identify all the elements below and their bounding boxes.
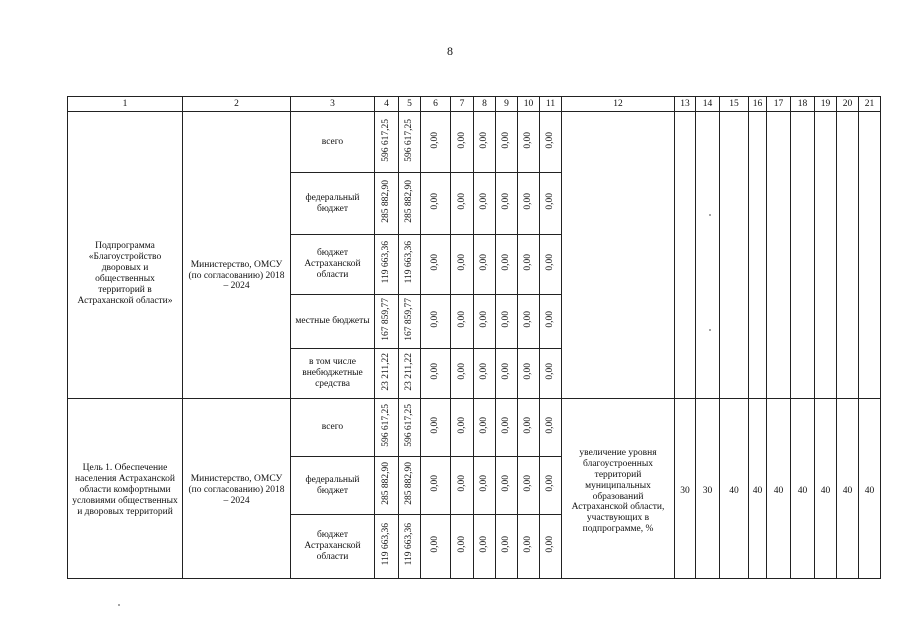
amount-year-2019-cell [421, 399, 451, 457]
column-number-1: 1 [68, 97, 183, 112]
column-number-6: 6 [421, 97, 451, 112]
amount-year-2020: 0,00 [456, 363, 467, 380]
amount-total: 596 617,25 [381, 118, 392, 162]
amount-year-2022: 0,00 [501, 254, 512, 271]
amount-year-2021-cell [474, 515, 496, 579]
amount-year-2021-cell [474, 235, 496, 295]
target-value: 40 [820, 486, 831, 497]
amount-total: 285 882,90 [381, 462, 392, 505]
amount-year-2023: 0,00 [523, 254, 534, 271]
amount-year-2023: 0,00 [523, 363, 534, 380]
amount-year-2020-cell [451, 295, 474, 349]
column-number-16: 16 [749, 97, 767, 112]
funding-source-cell [291, 173, 375, 235]
amount-year-2020: 0,00 [456, 475, 467, 492]
funding-source-cell [291, 349, 375, 399]
amount-year-2022: 0,00 [501, 475, 512, 492]
amount-total: 23 211,22 [381, 352, 392, 391]
amount-total-cell [375, 515, 399, 579]
target-value-cell [720, 112, 749, 399]
executor-text: Министерство, ОМСУ (по согласованию) 2018 – 2024 [188, 259, 285, 292]
column-number-13: 13 [675, 97, 696, 112]
amount-year-2022: 0,00 [501, 363, 512, 380]
amount-total: 596 617,25 [381, 404, 392, 447]
table-row [68, 399, 881, 457]
target-value-cell [791, 399, 815, 579]
amount-year-2024-cell [540, 235, 562, 295]
amount-year-2020: 0,00 [456, 254, 467, 271]
target-value: 40 [842, 486, 853, 497]
amount-year-2019-cell [421, 173, 451, 235]
amount-year-2024: 0,00 [545, 536, 556, 553]
column-number-8: 8 [474, 97, 496, 112]
funding-source: всего [321, 136, 344, 147]
funding-source-cell [291, 457, 375, 515]
goal-cell [68, 399, 183, 579]
executor-cell [183, 112, 291, 399]
amount-year-2021: 0,00 [479, 536, 490, 553]
amount-year-2020-cell [451, 349, 474, 399]
amount-year-2023: 0,00 [523, 131, 534, 149]
target-value: 40 [752, 486, 763, 497]
scan-dot [709, 329, 711, 331]
indicator-cell [562, 399, 675, 579]
table-row [68, 112, 881, 173]
column-number-17: 17 [767, 97, 791, 112]
executor-cell [183, 399, 291, 579]
column-number-5: 5 [399, 97, 421, 112]
amount-year-2024: 0,00 [545, 131, 556, 149]
amount-year-2021: 0,00 [479, 131, 490, 149]
page-number: 8 [447, 44, 453, 58]
column-number-10: 10 [518, 97, 540, 112]
subprogram-cell [68, 112, 183, 399]
target-value: 40 [773, 486, 784, 497]
amount-year-2020: 0,00 [456, 193, 467, 210]
target-value-cell [767, 112, 791, 399]
amount-year-2023: 0,00 [523, 311, 534, 328]
amount-year-2022-cell [496, 349, 518, 399]
amount-total-cell [375, 349, 399, 399]
amount-total: 167 859,77 [381, 298, 392, 341]
amount-year-2022: 0,00 [501, 417, 512, 434]
amount-2018: 23 211,22 [404, 352, 415, 391]
target-value-cell [837, 112, 859, 399]
amount-year-2022-cell [496, 399, 518, 457]
amount-year-2020-cell [451, 515, 474, 579]
column-number-18: 18 [791, 97, 815, 112]
funding-source-cell [291, 235, 375, 295]
funding-source-cell [291, 399, 375, 457]
goal-text: Цель 1. Обеспечение населения Астраханской области комфортными условиями общественных и дворовых территорий [72, 463, 178, 517]
amount-year-2023: 0,00 [523, 193, 534, 210]
amount-year-2022-cell [496, 295, 518, 349]
target-value: 40 [729, 486, 739, 497]
amount-total-cell [375, 399, 399, 457]
amount-year-2019: 0,00 [430, 475, 441, 492]
target-value-cell [749, 112, 767, 399]
target-value: 30 [702, 486, 713, 497]
amount-year-2021-cell [474, 399, 496, 457]
target-value-cell [675, 399, 696, 579]
amount-year-2024-cell [540, 399, 562, 457]
funding-source: местные бюджеты [295, 316, 370, 327]
column-number-2: 2 [183, 97, 291, 112]
amount-2018: 285 882,90 [404, 462, 415, 505]
target-value-cell [859, 399, 881, 579]
amount-year-2023-cell [518, 173, 540, 235]
amount-year-2019: 0,00 [430, 254, 441, 271]
amount-year-2020: 0,00 [456, 311, 467, 328]
amount-year-2021: 0,00 [479, 311, 490, 328]
indicator-text: увеличение уровня благоустроенных территорий муниципальных образований Астраханской области, участвующих в подпрограмме, % [571, 447, 665, 535]
column-number-12: 12 [562, 97, 675, 112]
amount-year-2023-cell [518, 515, 540, 579]
amount-year-2024: 0,00 [545, 254, 556, 271]
amount-2018-cell [399, 399, 421, 457]
amount-year-2024: 0,00 [545, 417, 556, 434]
amount-2018: 285 882,90 [404, 180, 415, 223]
amount-year-2021: 0,00 [479, 417, 490, 434]
amount-year-2021-cell [474, 349, 496, 399]
amount-year-2021: 0,00 [479, 363, 490, 380]
amount-year-2023-cell [518, 349, 540, 399]
funding-source-cell [291, 295, 375, 349]
column-number-21: 21 [859, 97, 881, 112]
funding-source: в том числе внебюджетные средства [302, 357, 363, 389]
target-value-cell [815, 399, 837, 579]
target-value-cell [837, 399, 859, 579]
column-number-11: 11 [540, 97, 562, 112]
amount-year-2020: 0,00 [456, 131, 467, 149]
amount-year-2023-cell [518, 112, 540, 173]
amount-year-2019-cell [421, 349, 451, 399]
target-value: 30 [680, 486, 690, 497]
amount-total-cell [375, 173, 399, 235]
amount-year-2023-cell [518, 399, 540, 457]
funding-source: федеральный бюджет [305, 474, 360, 496]
amount-year-2019-cell [421, 457, 451, 515]
amount-year-2020-cell [451, 112, 474, 173]
amount-year-2022-cell [496, 457, 518, 515]
amount-year-2024-cell [540, 349, 562, 399]
amount-year-2019-cell [421, 515, 451, 579]
amount-year-2019: 0,00 [430, 193, 441, 210]
amount-2018: 596 617,25 [404, 404, 415, 447]
amount-year-2020-cell [451, 173, 474, 235]
amount-year-2024-cell [540, 457, 562, 515]
amount-2018: 167 859,77 [404, 298, 415, 341]
amount-total: 285 882,90 [381, 180, 392, 223]
scan-dot [118, 604, 120, 606]
amount-year-2022: 0,00 [501, 311, 512, 328]
amount-year-2024: 0,00 [545, 193, 556, 210]
amount-2018: 119 663,36 [404, 241, 415, 284]
funding-source-cell [291, 112, 375, 173]
amount-year-2024-cell [540, 515, 562, 579]
target-value-cell [675, 112, 696, 399]
amount-year-2021-cell [474, 112, 496, 173]
amount-2018: 596 617,25 [404, 118, 415, 162]
amount-year-2022: 0,00 [501, 131, 512, 149]
amount-year-2024: 0,00 [545, 311, 556, 328]
indicator-cell [562, 112, 675, 399]
column-number-14: 14 [696, 97, 720, 112]
subprogram-name: Подпрограмма «Благоустройство дворовых и общественных территорий в Астраханской области» [77, 241, 173, 306]
target-value-cell [815, 112, 837, 399]
amount-year-2022-cell [496, 515, 518, 579]
amount-year-2020-cell [451, 457, 474, 515]
column-number-3: 3 [291, 97, 375, 112]
funding-source: бюджет Астраханской области [304, 248, 361, 280]
funding-source: федеральный бюджет [305, 192, 360, 214]
amount-total-cell [375, 235, 399, 295]
amount-year-2024-cell [540, 112, 562, 173]
column-number-9: 9 [496, 97, 518, 112]
executor-text: Министерство, ОМСУ (по согласованию) 2018 – 2024 [188, 474, 285, 506]
amount-year-2023-cell [518, 295, 540, 349]
amount-year-2020-cell [451, 235, 474, 295]
column-number-7: 7 [451, 97, 474, 112]
amount-2018-cell [399, 112, 421, 173]
amount-year-2021-cell [474, 173, 496, 235]
funding-source: бюджет Астраханской области [304, 530, 361, 562]
target-value-cell [767, 399, 791, 579]
amount-total: 119 663,36 [381, 241, 392, 284]
amount-2018-cell [399, 173, 421, 235]
amount-year-2023: 0,00 [523, 536, 534, 553]
amount-2018-cell [399, 349, 421, 399]
amount-year-2022-cell [496, 235, 518, 295]
amount-year-2019-cell [421, 235, 451, 295]
amount-year-2022: 0,00 [501, 536, 512, 553]
amount-year-2024-cell [540, 295, 562, 349]
amount-year-2021: 0,00 [479, 193, 490, 210]
amount-year-2024: 0,00 [545, 475, 556, 492]
amount-year-2023-cell [518, 235, 540, 295]
amount-2018-cell [399, 515, 421, 579]
amount-year-2023: 0,00 [523, 417, 534, 434]
amount-year-2023-cell [518, 457, 540, 515]
amount-year-2024-cell [540, 173, 562, 235]
amount-year-2022-cell [496, 112, 518, 173]
column-number-20: 20 [837, 97, 859, 112]
amount-year-2019: 0,00 [430, 131, 441, 149]
funding-source-cell [291, 515, 375, 579]
amount-total-cell [375, 295, 399, 349]
amount-year-2019: 0,00 [430, 536, 441, 553]
target-value-cell [791, 112, 815, 399]
amount-year-2022-cell [496, 173, 518, 235]
amount-year-2019-cell [421, 295, 451, 349]
column-number-15: 15 [720, 97, 749, 112]
amount-year-2021: 0,00 [479, 254, 490, 271]
amount-year-2023: 0,00 [523, 475, 534, 492]
amount-year-2020: 0,00 [456, 417, 467, 434]
amount-year-2019-cell [421, 112, 451, 173]
amount-2018: 119 663,36 [404, 523, 415, 566]
amount-2018-cell [399, 295, 421, 349]
funding-source: всего [321, 422, 344, 433]
program-table [67, 96, 881, 579]
amount-year-2022: 0,00 [501, 193, 512, 210]
amount-total: 119 663,36 [381, 523, 392, 566]
amount-2018-cell [399, 457, 421, 515]
target-value: 40 [797, 486, 808, 497]
amount-year-2021: 0,00 [479, 475, 490, 492]
amount-year-2019: 0,00 [430, 311, 441, 328]
amount-year-2019: 0,00 [430, 417, 441, 434]
target-value-cell [720, 399, 749, 579]
amount-year-2024: 0,00 [545, 363, 556, 380]
target-value-cell [859, 112, 881, 399]
target-value: 40 [864, 486, 875, 497]
amount-year-2020-cell [451, 399, 474, 457]
column-number-4: 4 [375, 97, 399, 112]
amount-year-2020: 0,00 [456, 536, 467, 553]
column-number-19: 19 [815, 97, 837, 112]
amount-total-cell [375, 457, 399, 515]
amount-year-2021-cell [474, 295, 496, 349]
scan-dot [709, 214, 711, 216]
target-value-cell [749, 399, 767, 579]
column-number-row [68, 97, 881, 112]
amount-2018-cell [399, 235, 421, 295]
amount-total-cell [375, 112, 399, 173]
amount-year-2019: 0,00 [430, 363, 441, 380]
target-value-cell [696, 112, 720, 399]
target-value-cell [696, 399, 720, 579]
amount-year-2021-cell [474, 457, 496, 515]
